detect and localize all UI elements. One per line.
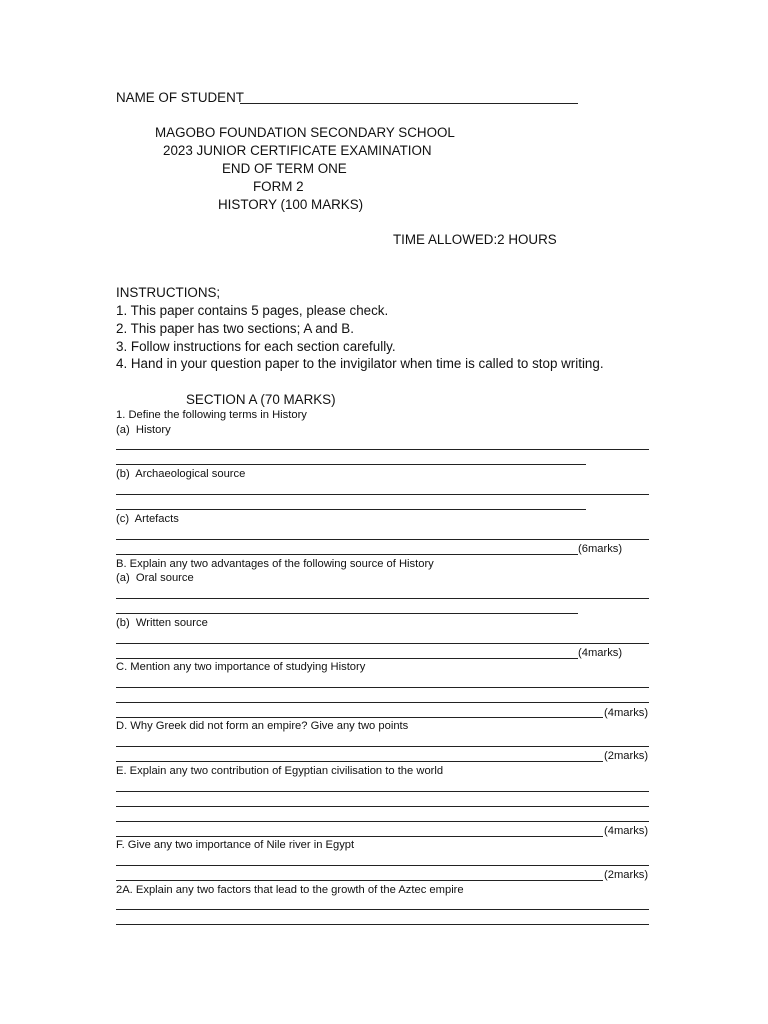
answer-line[interactable] bbox=[116, 761, 603, 762]
instructions-heading: INSTRUCTIONS; bbox=[116, 285, 221, 300]
answer-line[interactable] bbox=[116, 746, 649, 747]
school-name: MAGOBO FOUNDATION SECONDARY SCHOOL bbox=[155, 125, 455, 140]
answer-line[interactable] bbox=[116, 464, 586, 465]
question-b: B. Explain any two advantages of the following source of History bbox=[116, 558, 434, 570]
marks-label: (2marks) bbox=[604, 750, 649, 762]
question-1b: (b) Archaeological source bbox=[116, 468, 246, 480]
student-name-label: NAME OF STUDENT bbox=[116, 90, 244, 105]
question-d: D. Why Greek did not form an empire? Give any two points bbox=[116, 720, 409, 732]
answer-line[interactable] bbox=[116, 554, 578, 555]
marks-label: (6marks) bbox=[578, 543, 623, 555]
answer-line[interactable] bbox=[116, 613, 578, 614]
instruction-item: 4. Hand in your question paper to the invigilator when time is called to stop writing. bbox=[116, 356, 604, 371]
question-b-b: (b) Written source bbox=[116, 617, 208, 629]
answer-line[interactable] bbox=[116, 539, 649, 540]
answer-line[interactable] bbox=[116, 687, 649, 688]
question-e: E. Explain any two contribution of Egyptian civilisation to the world bbox=[116, 765, 444, 777]
subject-title: HISTORY (100 MARKS) bbox=[218, 197, 364, 212]
question-1c: (c) Artefacts bbox=[116, 513, 179, 525]
term-title: END OF TERM ONE bbox=[222, 161, 347, 176]
instruction-item: 3. Follow instructions for each section carefully. bbox=[116, 339, 396, 354]
student-name-line[interactable] bbox=[240, 103, 578, 104]
question-2a: 2A. Explain any two factors that lead to the growth of the Aztec empire bbox=[116, 884, 464, 896]
answer-line[interactable] bbox=[116, 909, 649, 910]
answer-line[interactable] bbox=[116, 643, 649, 644]
answer-line[interactable] bbox=[116, 702, 649, 703]
instruction-item: 1. This paper contains 5 pages, please check. bbox=[116, 303, 389, 318]
answer-line[interactable] bbox=[116, 880, 603, 881]
exam-title: 2023 JUNIOR CERTIFICATE EXAMINATION bbox=[163, 143, 432, 158]
marks-label: (2marks) bbox=[604, 869, 649, 881]
marks-label: (4marks) bbox=[604, 825, 649, 837]
answer-line[interactable] bbox=[116, 598, 649, 599]
answer-line[interactable] bbox=[116, 717, 603, 718]
instruction-item: 2. This paper has two sections; A and B. bbox=[116, 321, 354, 336]
time-allowed: TIME ALLOWED:2 HOURS bbox=[393, 232, 557, 247]
form-title: FORM 2 bbox=[253, 179, 304, 194]
answer-line[interactable] bbox=[116, 836, 603, 837]
marks-label: (4marks) bbox=[604, 707, 649, 719]
question-c: C. Mention any two importance of studying History bbox=[116, 661, 366, 673]
answer-line[interactable] bbox=[116, 494, 649, 495]
answer-line[interactable] bbox=[116, 806, 649, 807]
answer-line[interactable] bbox=[116, 449, 649, 450]
answer-line[interactable] bbox=[116, 658, 578, 659]
marks-label: (4marks) bbox=[578, 647, 623, 659]
answer-line[interactable] bbox=[116, 509, 586, 510]
answer-line[interactable] bbox=[116, 791, 649, 792]
section-a-heading: SECTION A (70 MARKS) bbox=[186, 392, 336, 407]
answer-line[interactable] bbox=[116, 821, 649, 822]
question-f: F. Give any two importance of Nile river in Egypt bbox=[116, 839, 355, 851]
answer-line[interactable] bbox=[116, 924, 649, 925]
question-1a: (a) History bbox=[116, 424, 171, 436]
question-1: 1. Define the following terms in History bbox=[116, 409, 307, 421]
question-b-a: (a) Oral source bbox=[116, 572, 194, 584]
answer-line[interactable] bbox=[116, 865, 649, 866]
